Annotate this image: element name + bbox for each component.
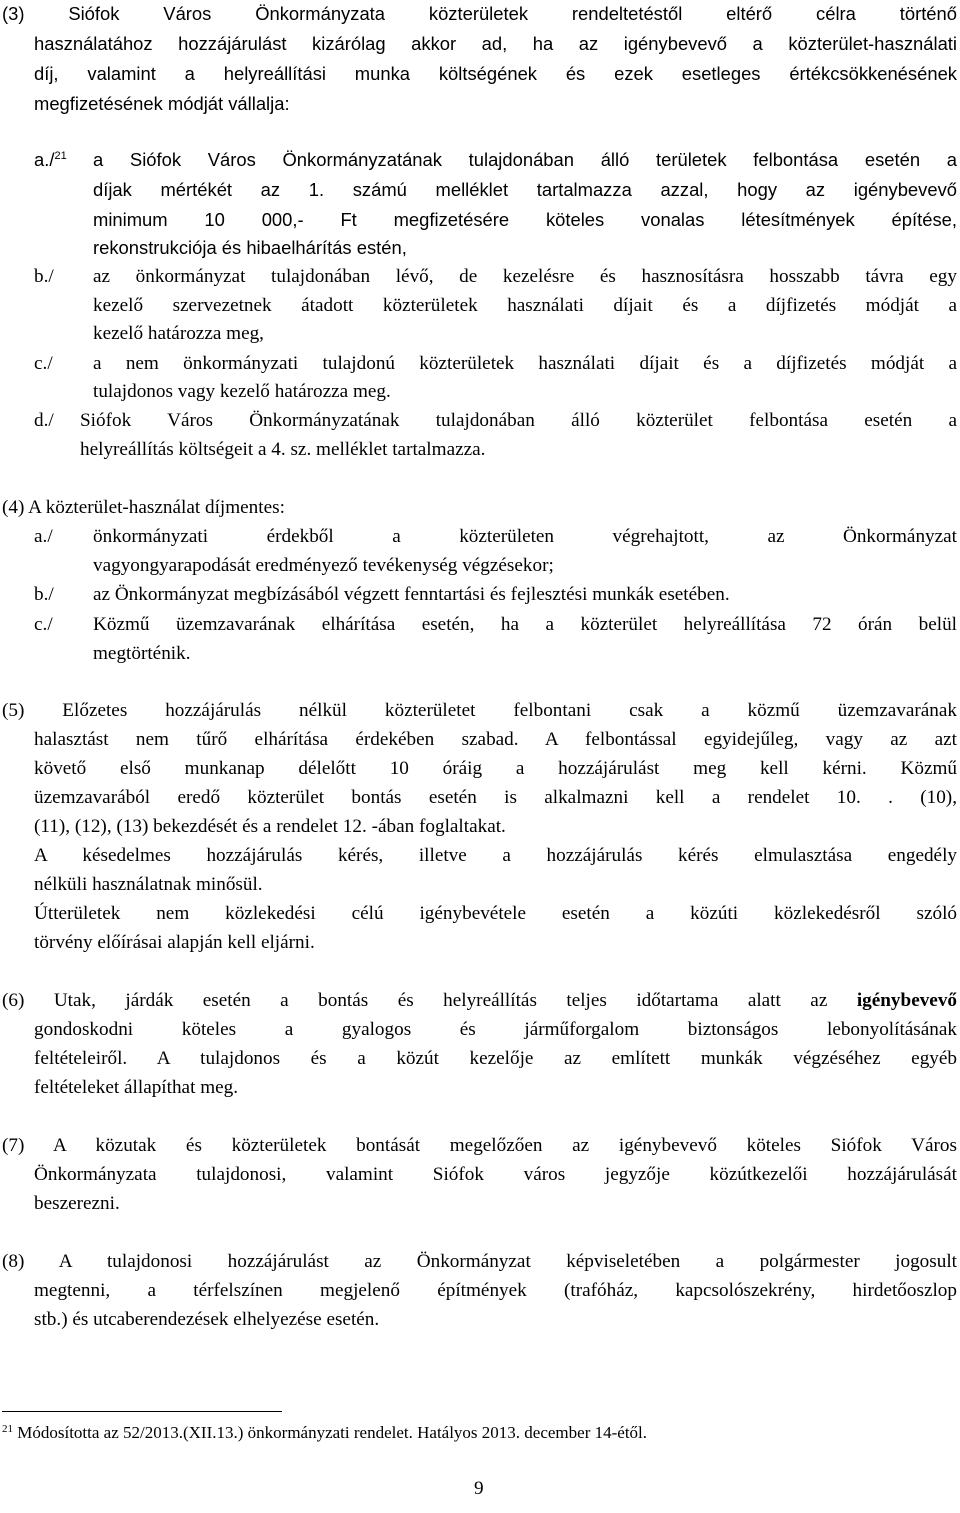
s4-c-label: c./ (34, 614, 53, 635)
footnote (2, 1422, 647, 1444)
s7-line-2: Önkormányzata tulajdonosi, valamint Siófok város jegyzője közútkezelői hozzájárulását (34, 1164, 957, 1185)
s4-a-line-1: önkormányzati érdekből a közterületen végrehajtott, az Önkormányzat (93, 526, 957, 547)
s4-a-line-2: vagyongyarapodását eredményező tevékenység végzésekor; (93, 555, 554, 576)
s4-title: (4) A közterület-használat díjmentes: (2, 497, 285, 518)
s5-line-9: törvény előírásai alapján kell eljárni. (34, 932, 315, 953)
s6-line-3: feltételeiről. A tulajdonos és a közút kezelője az említett munkák végzéséhez egyéb (34, 1048, 957, 1069)
s6-line-4: feltételeket állapíthat meg. (34, 1077, 239, 1098)
footnote-text: Módosította az 52/2013.(XII.13.) önkormányzati rendelet. Hatályos 2013. december 14-étől. (17, 1423, 648, 1442)
s6-line-2: gondoskodni köteles a gyalogos és járműforgalom biztonságos lebonyolításának (34, 1019, 957, 1040)
s3-b-line-3: kezelő határozza meg, (93, 323, 264, 344)
s3-c-label: c./ (34, 353, 53, 374)
s4-b-label: b./ (34, 584, 54, 605)
s3-b-line-2: kezelő szervezetnek átadott közterületek használati díjait és a díjfizetés módját a (93, 295, 957, 316)
s3-c-line-1: a nem önkormányzati tulajdonú közterületek használati díjait és a díjfizetés módját a (93, 353, 957, 374)
s4-c-line-2: megtörténik. (93, 643, 191, 664)
s3-a-line-1: a Siófok Város Önkormányzatának tulajdonában álló területek felbontása esetén a (93, 149, 957, 170)
s3-a-line-3: minimum 10 000,- Ft megfizetésére köteles vonalas létesítmények építése, (93, 209, 957, 230)
s3-a-label: a./$^{21}$ (34, 149, 67, 170)
s5-line-8: Útterületek nem közlekedési célú igénybevétele esetén a közúti közlekedésről szóló (34, 903, 957, 924)
s4-a-label: a./ (34, 526, 53, 547)
s3-a-line-4: rekonstrukciója és hibaelhárítás estén, (93, 237, 407, 258)
s5-line-4: üzemzavarából eredő közterület bontás esetén is alkalmazni kell a rendelet 10. . (10), (34, 787, 957, 808)
s3-line-1: (3) Siófok Város Önkormányzata közterületek rendeltetéstől eltérő célra történő (2, 3, 957, 24)
s5-line-7: nélküli használatnak minősül. (34, 874, 263, 895)
s7-line-1: (7) A közutak és közterületek bontását megelőzően az igénybevevő köteles Siófok Város (2, 1135, 957, 1156)
s3-b-label: b./ (34, 266, 54, 287)
s8-line-1: (8) A tulajdonosi hozzájárulást az Önkormányzat képviseletében a polgármester jogosult (2, 1251, 957, 1272)
s3-line-2: használatához hozzájárulást kizárólag akkor ad, ha az igénybevevő a közterület-használati (34, 33, 957, 54)
s6-line-1-bold: igénybevevő (856, 990, 958, 1011)
s6-line-1 (2, 990, 957, 1012)
s5-line-1: (5) Előzetes hozzájárulás nélkül közterületet felbontani csak a közmű üzemzavarának (2, 700, 957, 721)
page-number: 9 (474, 1478, 484, 1499)
s3-b-line-1: az önkormányzat tulajdonában lévő, de kezelésre és hasznosításra hosszabb távra egy (93, 266, 957, 287)
s3-d-line-1: Siófok Város Önkormányzatának tulajdonában álló közterület felbontása esetén a (80, 410, 957, 431)
s8-line-3: stb.) és utcaberendezések elhelyezése esetén. (34, 1309, 380, 1330)
s5-line-5: (11), (12), (13) bekezdését és a rendelet 12. -ában foglaltakat. (34, 816, 506, 837)
s5-line-6: A késedelmes hozzájárulás kérés, illetve a hozzájárulás kérés elmulasztása engedély (34, 845, 957, 866)
s3-d-line-2: helyreállítás költségeit a 4. sz. melléklet tartalmazza. (80, 439, 486, 460)
s3-d-label: d./ (34, 410, 54, 431)
s6-line-1-text: (6) Utak, járdák esetén a bontás és helyreállítás teljes időtartama alatt az (2, 990, 828, 1011)
s5-line-3: követő első munkanap délelőtt 10 óráig a hozzájárulást meg kell kérni. Közmű (34, 758, 957, 779)
s5-line-2: halasztást nem tűrő elhárítása érdekében szabad. A felbontással egyidejűleg, vagy az azt (34, 729, 957, 750)
footnote-ref-21[interactable]: 21 (54, 150, 67, 162)
s3-c-line-2: tulajdonos vagy kezelő határozza meg. (93, 381, 391, 402)
s4-b-line-1: az Önkormányzat megbízásából végzett fenntartási és fejlesztési munkák esetében. (93, 584, 730, 605)
footnote-number: 21 (2, 1423, 13, 1435)
s7-line-3: beszerezni. (34, 1193, 120, 1214)
footnote-separator (2, 1411, 282, 1412)
s4-c-line-1: Közmű üzemzavarának elhárítása esetén, ha a közterület helyreállítása 72 órán belül (93, 614, 957, 635)
s8-line-2: megtenni, a térfelszínen megjelenő építmények (trafóház, kapcsolószekrény, hirdetőoszlop (34, 1280, 957, 1301)
s3-a-line-2: díjak mértékét az 1. számú melléklet tartalmazza azzal, hogy az igénybevevő (93, 179, 957, 200)
s3-line-3: díj, valamint a helyreállítási munka költségének és ezek esetleges értékcsökkenésének (34, 63, 957, 84)
s3-line-4: megfizetésének módját vállalja: (34, 93, 290, 114)
